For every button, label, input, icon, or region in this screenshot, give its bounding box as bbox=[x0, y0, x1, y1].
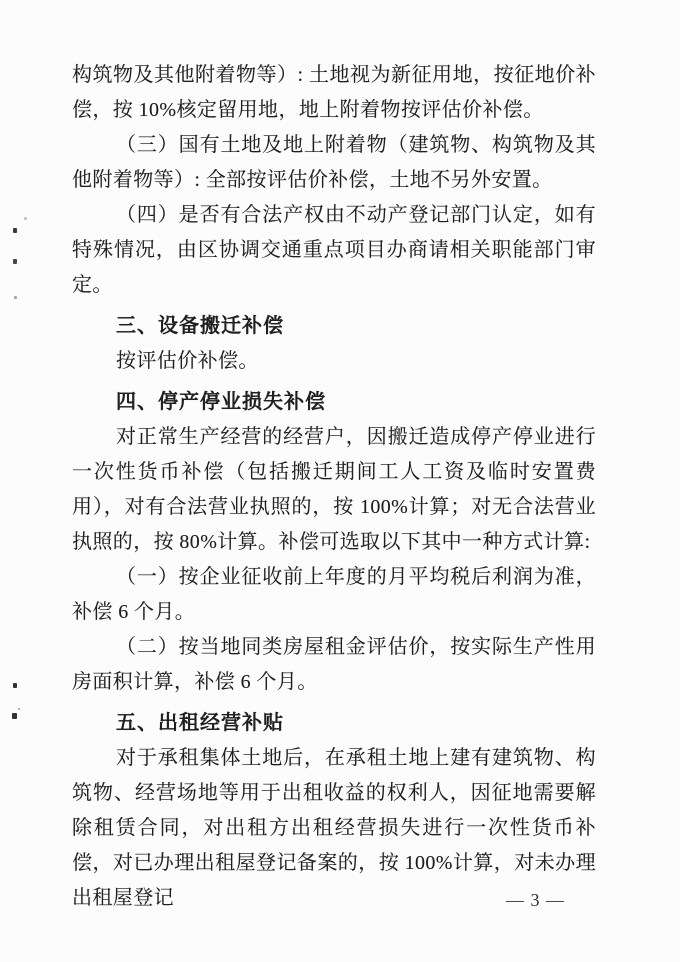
doc-paragraph: （三）国有土地及地上附着物（建筑物、构筑物及其他附着物等）: 全部按评估价补偿，土地不另外安置。 bbox=[72, 134, 596, 191]
doc-paragraph: 构筑物及其他附着物等）: 土地视为新征用地，按征地价补偿，按 10%核定留用地，地上附着物按评估价补偿。 bbox=[72, 64, 596, 121]
scan-speck bbox=[18, 708, 20, 710]
doc-paragraph: 对正常生产经营的经营户，因搬迁造成停产停业进行一次性货币补偿（包括搬迁期间工人工资及临时安置费用），对有合法营业执照的，按 100%计算；对无合法营业执照的，按 80%计算。补偿可选取以下其中一种方式计算: bbox=[72, 426, 596, 553]
scan-speck bbox=[13, 259, 17, 264]
doc-paragraph: （一）按企业征收前上年度的月平均税后利润为准，补偿 6 个月。 bbox=[72, 566, 596, 623]
scan-speck bbox=[14, 296, 17, 299]
section-heading: 五、出租经营补贴 bbox=[116, 712, 284, 734]
section-heading: 三、设备搬迁补偿 bbox=[116, 315, 284, 337]
scan-speck bbox=[13, 683, 17, 688]
doc-paragraph: 对于承租集体土地后，在承租土地上建有建筑物、构筑物、经营场地等用于出租收益的权利人，因征地需要解除租赁合同，对出租方出租经营损失进行一次性货币补偿，对已办理出租屋登记备案的，按 100%计算，对未办理出租屋登记 bbox=[72, 747, 596, 909]
page-number: — 3 — bbox=[506, 890, 565, 910]
doc-paragraph: 按评估价补偿。 bbox=[116, 350, 259, 372]
scan-speck bbox=[13, 228, 17, 233]
document-body bbox=[72, 58, 596, 916]
scan-speck bbox=[12, 713, 17, 719]
doc-paragraph: （二）按当地同类房屋租金评估价，按实际生产性用房面积计算，补偿 6 个月。 bbox=[72, 636, 596, 693]
doc-paragraph: （四）是否有合法产权由不动产登记部门认定，如有特殊情况，由区协调交通重点项目办商请相关职能部门审定。 bbox=[72, 204, 596, 296]
section-heading: 四、停产停业损失补偿 bbox=[116, 391, 326, 413]
scan-speck bbox=[24, 217, 27, 220]
